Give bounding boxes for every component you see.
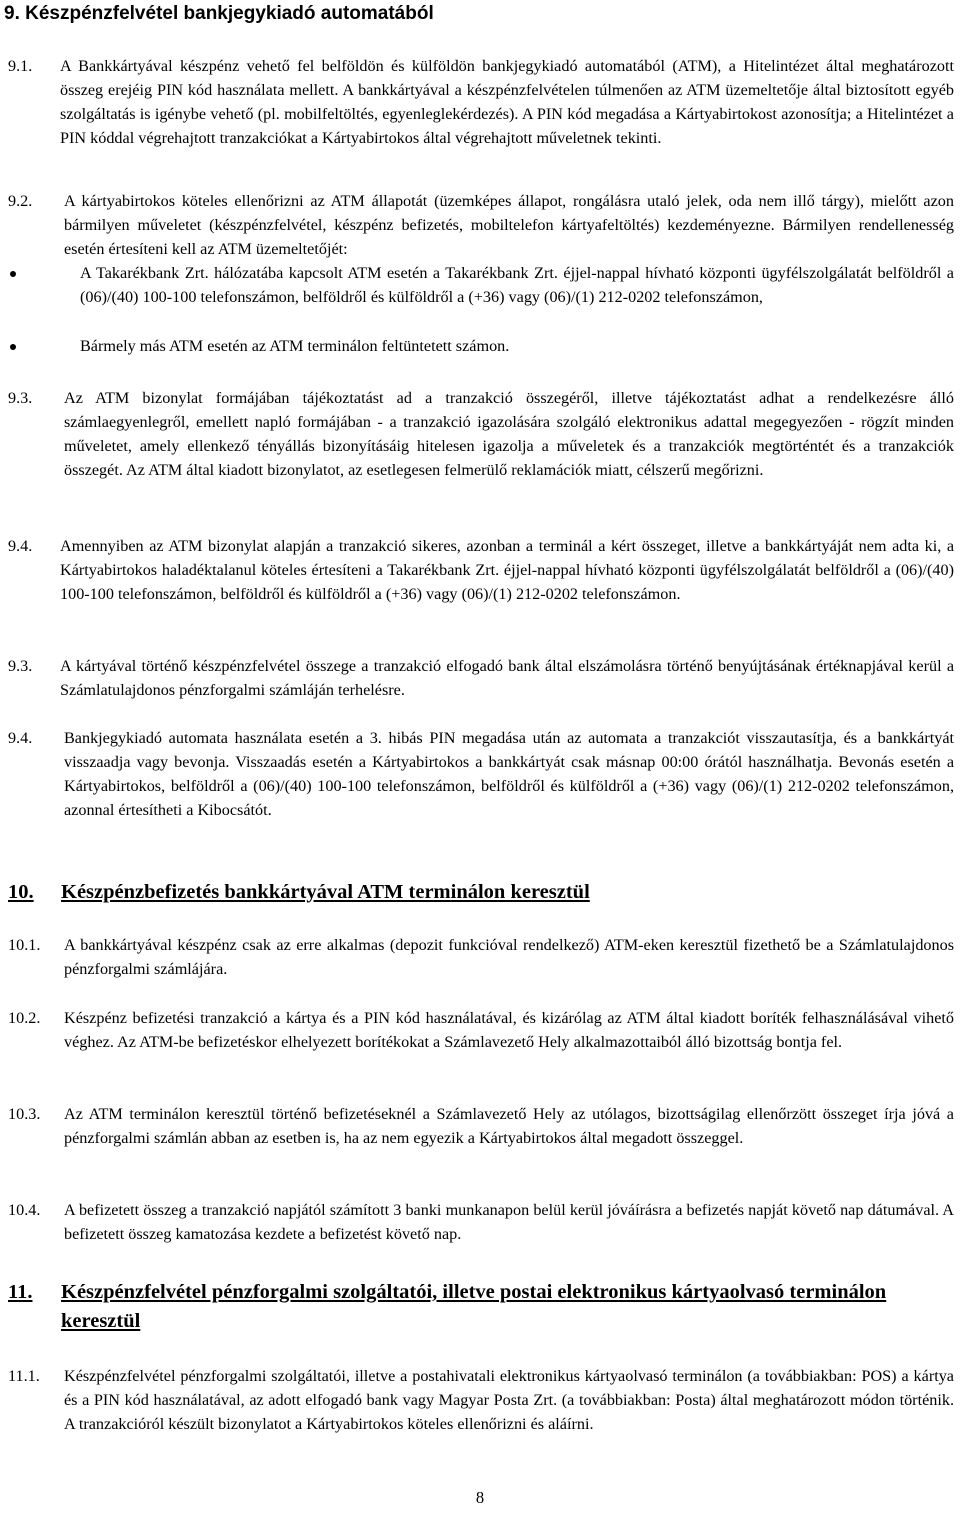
bullet-text: A Takarékbank Zrt. hálózatába kapcsolt ATM esetén a Takarékbank Zrt. éjjel-nappal hívható központi ügyfélszolgálatát belföldről a (06)/(40) 100-100 telefonszámon, belföldről és külföldről a (+36) vagy (06)/(1) 212-0202 telefonszámon, bbox=[80, 264, 954, 306]
paragraph-10-4 bbox=[8, 1198, 954, 1246]
section-number: 10. bbox=[8, 881, 34, 903]
paragraph-number: 9.3. bbox=[8, 389, 33, 407]
paragraph-10-2 bbox=[8, 1006, 954, 1054]
paragraph-text: A kártyával történő készpénzfelvétel összege a tranzakció elfogadó bank által elszámolásra történő benyújtásának értéknapjával kerül a Számlatulajdonos pénzforgalmi számláján terhelésre. bbox=[60, 657, 954, 699]
paragraph-number: 11.1. bbox=[8, 1367, 40, 1385]
paragraph-9-2 bbox=[8, 189, 954, 261]
paragraph-9-3 bbox=[8, 386, 954, 482]
paragraph-10-1 bbox=[8, 933, 954, 981]
paragraph-number: 10.4. bbox=[8, 1201, 41, 1219]
section-11-heading bbox=[8, 1278, 956, 1336]
paragraph-number: 10.3. bbox=[8, 1105, 41, 1123]
paragraph-text: Készpénz befizetési tranzakció a kártya és a PIN kód használatával, és kizárólag az ATM által kiadott boríték felhasználásával vihető véghez. Az ATM-be befizetéskor elhelyezett borítékokat a Számlavezető Hely alkalmazottaiból álló bizottság bontja fel. bbox=[64, 1009, 954, 1051]
paragraph-number: 9.4. bbox=[8, 537, 33, 555]
paragraph-number: 9.2. bbox=[8, 192, 33, 210]
paragraph-9-4-b bbox=[8, 726, 954, 822]
section-title: Készpénzbefizetés bankkártyával ATM terminálon keresztül bbox=[61, 881, 590, 903]
section-title: Készpénzfelvétel pénzforgalmi szolgáltatói, illetve postai elektronikus kártyaolvasó terminálon keresztül bbox=[61, 1281, 887, 1332]
paragraph-10-3 bbox=[8, 1102, 954, 1150]
bullet-item bbox=[8, 334, 954, 358]
paragraph-text: A bankkártyával készpénz csak az erre alkalmas (depozit funkcióval rendelkező) ATM-eken keresztül fizethető be a Számlatulajdonos pénzforgalmi számlájára. bbox=[64, 936, 954, 978]
paragraph-text: A kártyabirtokos köteles ellenőrizni az ATM állapotát (üzemképes állapot, rongálásra utaló jelek, oda nem illő tárgy), mielőtt azon bármilyen műveletet (készpénzfelvétel, készpénz befizetés, mobiltelefon kártyafeltöltés) kezdeményezne. Bármilyen rendellenesség esetén értesíteni kell az ATM üzemeltetőjét: bbox=[64, 192, 954, 258]
paragraph-11-1 bbox=[8, 1364, 954, 1436]
bullet-icon bbox=[10, 271, 16, 277]
paragraph-text: Az ATM bizonylat formájában tájékoztatást ad a tranzakció összegéről, illetve tájékoztatást adhat a rendelkezésre álló számlaegyenlegről, emellett napló formájában - a tranzakció igazolására szolgáló elektronikus adattal megegyezően - rögzít minden műveletet, amely ellenkező tényállás bizonyításáig hitelesen igazolja a műveletek és a tranzakciók megtörténtét és a tranzakciók összegét. Az ATM által kiadott bizonylatot, az esetlegesen felmerülő reklamációk miatt, célszerű megőrizni. bbox=[64, 389, 954, 479]
section-9-heading: 9. Készpénzfelvétel bankjegykiadó automatából bbox=[4, 3, 434, 24]
paragraph-text: Készpénzfelvétel pénzforgalmi szolgáltatói, illetve a postahivatali elektronikus kártyaolvasó terminálon (a továbbiakban: POS) a kártya és a PIN kód használatával, az adott elfogadó bank vagy Magyar Posta Zrt. (a továbbiakban: Posta) által meghatározott módon történik. A tranzakcióról készült bizonylatot a Kártyabirtokos köteles ellenőrizni és aláírni. bbox=[64, 1367, 954, 1433]
paragraph-text: A befizetett összeg a tranzakció napjától számított 3 banki munkanapon belül kerül jóváírásra a befizetés napját követő nap dátumával. A befizetett összeg kamatozása kezdete a befizetést követő nap. bbox=[64, 1201, 954, 1243]
paragraph-text: Bankjegykiadó automata használata esetén a 3. hibás PIN megadása után az automata a tranzakciót visszautasítja, és a bankkártyát visszaadja vagy bevonja. Visszaadás esetén a Kártyabirtokos a bankkártyát csak másnap 00:00 órától használhatja. Bevonás esetén a Kártyabirtokos, belföldről a (06)/(40) 100-100 telefonszámon, belföldről és külföldről a (+36) vagy (06)/(1) 212-0202 telefonszámon, azonnal értesítheti a Kibocsátót. bbox=[64, 729, 954, 819]
paragraph-number: 9.1. bbox=[8, 57, 33, 75]
paragraph-number: 10.2. bbox=[8, 1009, 41, 1027]
paragraph-9-3-b bbox=[8, 654, 954, 702]
bullet-text: Bármely más ATM esetén az ATM terminálon feltüntetett számon. bbox=[80, 337, 510, 355]
bullet-icon bbox=[10, 344, 16, 350]
paragraph-text: A Bankkártyával készpénz vehető fel belföldön és külföldön bankjegykiadó automatából (ATM), a Hitelintézet által meghatározott összeg erejéig PIN kód használata mellett. A bankkártyával a készpénzfelvételen túlmenően az ATM üzemeltetője által biztosított egyéb szolgáltatás is igénybe vehető (pl. mobilfeltöltés, egyenleglekérdezés). A PIN kód megadása a Kártyabirtokost azonosítja; a Hitelintézet a PIN kóddal végrehajtott tranzakciókat a Kártyabirtokos által végrehajtott műveletnek tekinti. bbox=[60, 57, 954, 147]
page-number: 8 bbox=[475, 1488, 485, 1507]
paragraph-9-4 bbox=[8, 534, 954, 606]
paragraph-number: 9.3. bbox=[8, 657, 33, 675]
paragraph-text: Az ATM terminálon keresztül történő befizetéseknél a Számlavezető Hely az utólagos, bizottságilag ellenőrzött összeget írja jóvá a pénzforgalmi számlán abban az esetben is, ha az nem egyezik a Kártyabirtokos által megadott összeggel. bbox=[64, 1105, 954, 1147]
paragraph-number: 9.4. bbox=[8, 729, 33, 747]
bullet-item bbox=[8, 261, 954, 309]
section-10-heading bbox=[8, 878, 956, 907]
section-number: 11. bbox=[8, 1281, 33, 1303]
paragraph-number: 10.1. bbox=[8, 936, 41, 954]
paragraph-9-1 bbox=[8, 54, 954, 150]
paragraph-text: Amennyiben az ATM bizonylat alapján a tranzakció sikeres, azonban a terminál a kért összeget, illetve a bankkártyáját nem adta ki, a Kártyabirtokos haladéktalanul köteles értesíteni a Takarékbank Zrt. éjjel-nappal hívható központi ügyfélszolgálatát belföldről a (06)/(40) 100-100 telefonszámon, belföldről és külföldről a (+36) vagy (06)/(1) 212-0202 telefonszámon. bbox=[60, 537, 954, 603]
